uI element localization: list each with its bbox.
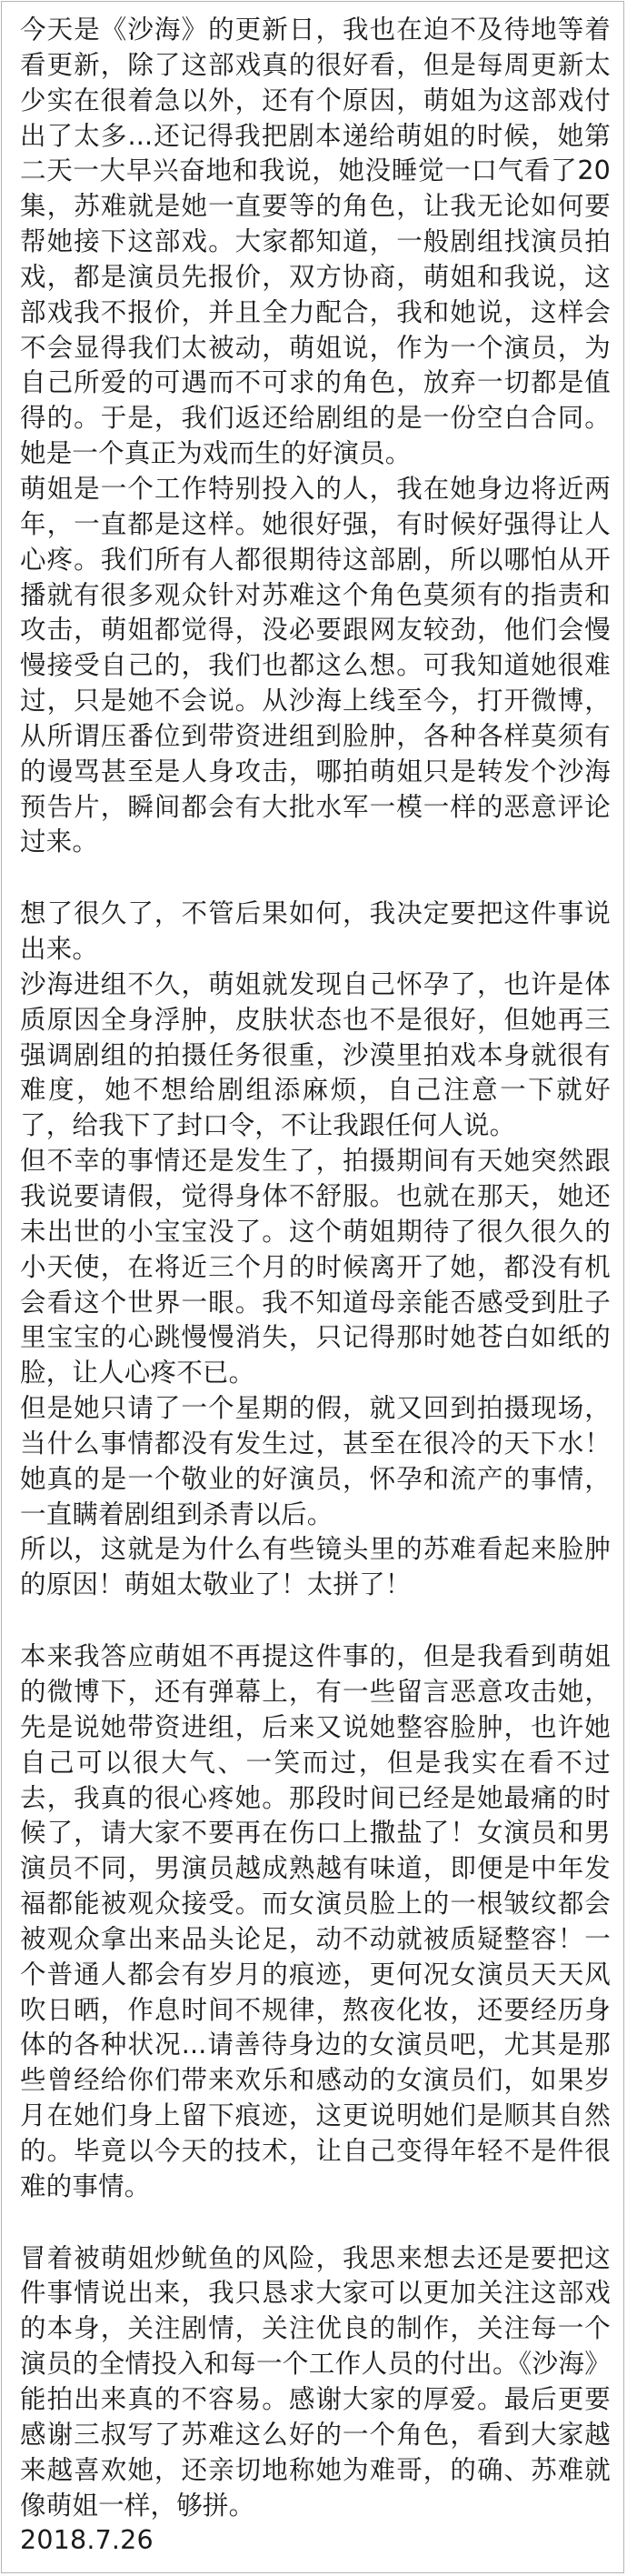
post-date: 2018.7.26	[20, 2525, 154, 2556]
paragraph: 但不幸的事情还是发生了，拍摄期间有天她突然跟我说要请假，觉得身体不舒服。也就在那天，她还未出世的小宝宝没了。这个萌姐期待了很久很久的小天使，在将近三个月的时候离开了她，都没有机会看这个世界一眼。我不知道母亲能否感受到肚子里宝宝的心跳慢慢消失，只记得那时她苍白如纸的脸，让人心疼不已。	[20, 1146, 611, 1388]
paragraph: 萌姐是一个工作特别投入的人，我在她身边将近两年，一直都是这样。她很好强，有时候好强得让人心疼。我们所有人都很期待这部剧，所以哪怕从开播就有很多观众针对苏难这个角色莫须有的指责和攻击，萌姐都觉得，没必要跟网友较劲，他们会慢慢接受自己的，我们也都这么想。可我知道她很难过，只是她不会说。从沙海上线至今，打开微博，从所谓压番位到带资进组到脸肿，各种各样莫须有的谩骂甚至是人身攻击，哪拍萌姐只是转发个沙海预告片，瞬间都会有大批水军一模一样的恶意评论过来。	[20, 473, 611, 857]
document-frame	[1, 1, 624, 2573]
article-body	[20, 13, 611, 2559]
paragraph: 想了很久了，不管后果如何，我决定要把这件事说出来。	[20, 898, 611, 965]
paragraph: 沙海进组不久，萌姐就发现自己怀孕了，也许是体质原因全身浮肿，皮肤状态也不是很好，但她再三强调剧组的拍摄任务很重，沙漠里拍戏本身就很有难度，她不想给剧组添麻烦，自己注意一下就好了，给我下了封口令，不让我跟任何人说。	[20, 968, 611, 1141]
paragraph: 冒着被萌姐炒鱿鱼的风险，我思来想去还是要把这件事情说出来，我只恳求大家可以更加关注这部戏的本身，关注剧情，关注优良的制作，关注每一个演员的全情投入和每一个工作人员的付出。《沙海》能拍出来真的不容易。感谢大家的厚爱。最后更要感谢三叔写了苏难这么好的一个角色，看到大家越来越喜欢她，还亲切地称她为难哥，的确、苏难就像萌姐一样，够拼。	[20, 2242, 611, 2521]
paragraph: 所以，这就是为什么有些镜头里的苏难看起来脸肿的原因！萌姐太敬业了！太拼了！	[20, 1534, 611, 1600]
paragraph: 今天是《沙海》的更新日，我也在迫不及待地等着看更新，除了这部戏真的很好看，但是每周更新太少实在很着急以外，还有个原因，萌姐为这部戏付出了太多...还记得我把剧本递给萌姐的时候，她第二天一大早兴奋地和我说，她没睡觉一口气看了20集，苏难就是她一直要等的角色，让我无论如何要帮她接下这部戏。大家都知道，一般剧组找演员拍戏，都是演员先报价，双方协商，萌姐和我说，这部戏我不报价，并且全力配合，我和她说，这样会不会显得我们太被动，萌姐说，作为一个演员，为自己所爱的可遇而不可求的角色，放弃一切都是值得的。于是，我们返还给剧组的是一份空白合同。她是一个真正为戏而生的好演员。	[20, 15, 611, 469]
paragraph: 本来我答应萌姐不再提这件事的，但是我看到萌姐的微博下，还有弹幕上，有一些留言恶意攻击她，先是说她带资进组，后来又说她整容脸肿，也许她自己可以很大气、一笑而过，但是我实在看不过去，我真的很心疼她。那段时间已经是她最痛的时候了，请大家不要再在伤口上撒盐了！女演员和男演员不同，男演员越成熟越有味道，即便是中年发福都能被观众接受。而女演员脸上的一根皱纹都会被观众拿出来品头论足，动不动就被质疑整容！一个普通人都会有岁月的痕迹，更何况女演员天天风吹日晒，作息时间不规律，熬夜化妆，还要经历身体的各种状况...请善待身边的女演员吧，尤其是那些曾经给你们带来欢乐和感动的女演员们，如果岁月在她们身上留下痕迹，这更说明她们是顺其自然的。毕竟以今天的技术，让自己变得年轻不是件很难的事情。	[20, 1641, 611, 2201]
paragraph: 但是她只请了一个星期的假，就又回到拍摄现场，当什么事情都没有发生过，甚至在很冷的天下水！她真的是一个敬业的好演员，怀孕和流产的事情，一直瞒着剧组到杀青以后。	[20, 1393, 611, 1529]
